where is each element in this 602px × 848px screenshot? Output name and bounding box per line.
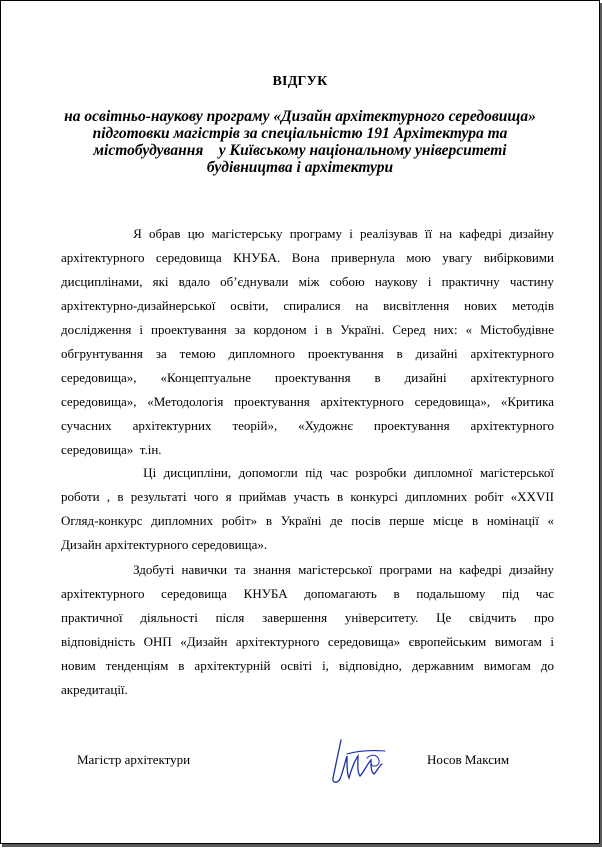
signature-name: Носов Максим [427,752,510,767]
paragraph-program-choice [61,222,554,462]
subtitle-line: містобудування у Київському національному університеті [93,142,507,159]
paragraph-line: обгрунтування за темою дипломного проектування в дизайні архітектурного [61,346,554,361]
paragraph-line: середовища», «Концептуальне проектування в дизайні архітектурного [61,370,554,385]
handwritten-signature [327,734,389,786]
paragraph-line: акредитації. [61,682,128,697]
paragraph-line: середовища», «Методологія проектування архітектурного середовища», «Критика [61,394,554,409]
paragraph-line: Здобуті навички та знання магістерської програми на кафедрі дизайну [61,562,554,577]
subtitle-line: підготовки магістрів за спеціальністю 191 Архітектура та [92,125,508,142]
paragraph-line: сучасних архітектурних теорій», «Художнє проектування архітектурного [61,418,554,433]
paragraph-skills [61,558,554,702]
signature-role: Магістр архітектури [77,752,191,767]
paragraph-line: архітектурно-дизайнерської освіти, спиралися на висвітлення нових методів [61,298,554,313]
subtitle-line: на освітньо-наукову програму «Дизайн архітектурного середовища» [64,108,536,125]
paragraph-line: Я обрав цю магістерську програму і реалізував її на кафедрі дизайну [61,226,554,241]
subtitle-line: будівництва і архітектури [206,159,394,176]
paragraph-line: новим тенденціям в архітектурній освіті і, відповідно, державним вимогам до [61,658,554,673]
paragraph-line: архітектурного середовища КНУБА допомагають в подальшому під час [61,586,554,601]
paragraph-line: Огляд-конкурс дипломних робіт» в Україні де посів перше місце в номінації « [61,513,554,528]
paragraph-line: дослідження і проектування за кордоном і в Україні. Серед них: « Містобудівне [61,322,554,337]
paragraph-line: практичної діяльності після завершення університету. Це свідчить про [61,610,554,625]
paragraph-line: роботи , в результаті чого я приймав участь в конкурсі дипломних робіт «XXVII [61,489,554,504]
paragraph-line: дисциплінами, які вдало об’єднували між собою наукову і практичну частину [61,274,554,289]
document-title: ВІДГУК [272,74,328,89]
paragraph-line: Ці дисципліни, допомогли під час розробки дипломної магістерської [61,465,554,480]
paragraph-line: відповідність ОНП «Дизайн архітектурного середовища» європейським вимогам і [61,634,554,649]
paragraph-line: Дизайн архітектурного середовища». [61,537,268,552]
paragraph-disciplines [61,461,554,557]
paragraph-line: архітектурного середовища КНУБА. Вона привернула мою увагу вибірковими [61,250,554,265]
document-subtitle [1,108,599,176]
paragraph-line: середовища» т.ін. [61,442,162,457]
